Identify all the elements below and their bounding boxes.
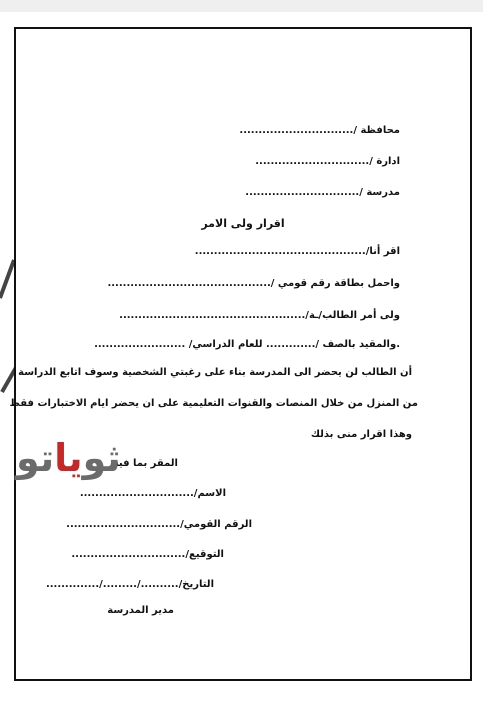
governorate-field: محافظة /..............................: [239, 125, 400, 136]
administration-field: ادارة /..............................: [255, 156, 400, 167]
national-id-field: واحمل بطاقة رقم قومي /...........................................: [107, 278, 400, 289]
signature-line-field: التوقيع/..............................: [71, 549, 224, 560]
school-field: مدرسة /..............................: [245, 187, 400, 198]
guardian-of-field: ولى أمر الطالب/ـة/.................................................: [119, 310, 400, 321]
declaration-text-line-3: وهذا اقرار منى بذلك: [310, 429, 412, 440]
declarant-name-field: اقر أنا/.............................................: [194, 246, 400, 257]
site-watermark-logo: [16, 436, 121, 480]
declaration-text-line-1: أن الطالب لن يحضر الى المدرسة بناء على رغبتي الشخصية وسوف اتابع الدراسة: [18, 367, 412, 378]
document-title: اقرار ولى الامر: [201, 217, 285, 230]
signature-national-id-field: الرقم القومي/..............................: [66, 519, 252, 530]
top-strip: [0, 0, 483, 12]
date-field: التاريخ/........../........./..............: [45, 579, 214, 590]
declaration-text-line-2: من المنزل من خلال المنصات والقنوات التعليمية على ان يحضر ايام الاختبارات فقط: [9, 398, 418, 409]
watermark-part-red: يا: [54, 436, 83, 480]
declarant-heading: المقر بما فيه: [112, 458, 178, 469]
watermark-part: ثو: [82, 436, 121, 480]
principal-label: مدير المدرسة: [107, 605, 174, 616]
signature-name-field: الاسم/..............................: [79, 488, 226, 499]
grade-year-field: .والمقيد بالصف /............. للعام الدراسي/ ........................: [94, 339, 400, 350]
watermark-part-end: تو: [16, 436, 55, 480]
document-page: [9, 27, 472, 681]
